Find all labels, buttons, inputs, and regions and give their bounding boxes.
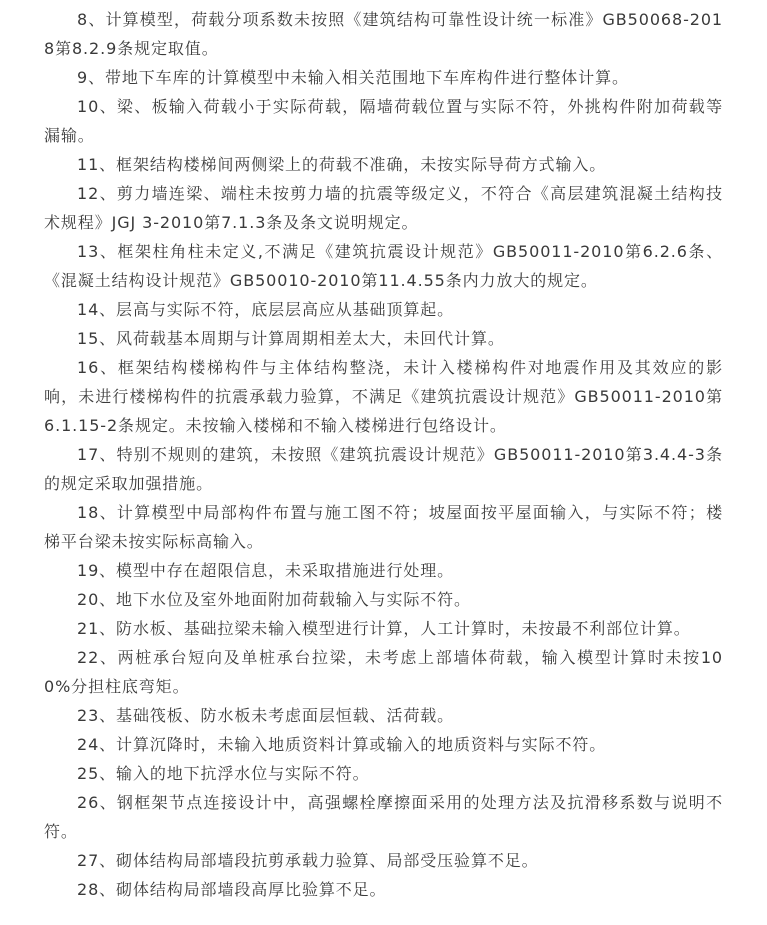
list-item: 17、特别不规则的建筑，未按照《建筑抗震设计规范》GB50011-2010第3.4.4-3条的规定采取加强措施。 [44, 445, 723, 493]
list-item: 21、防水板、基础拉梁未输入模型进行计算，人工计算时，未按最不利部位计算。 [77, 619, 691, 638]
list-item: 18、计算模型中局部构件布置与施工图不符；坡屋面按平屋面输入，与实际不符；楼梯平台梁未按实际标高输入。 [44, 503, 723, 551]
list-item: 11、框架结构楼梯间两侧梁上的荷载不准确，未按实际导荷方式输入。 [77, 155, 607, 174]
list-item: 10、梁、板输入荷载小于实际荷载，隔墙荷载位置与实际不符，外挑构件附加荷载等漏输。 [44, 97, 723, 145]
list-item: 28、砌体结构局部墙段高厚比验算不足。 [77, 880, 387, 899]
list-item: 27、砌体结构局部墙段抗剪承载力验算、局部受压验算不足。 [77, 851, 539, 870]
list-item: 24、计算沉降时，未输入地质资料计算或输入的地质资料与实际不符。 [77, 735, 607, 754]
list-item: 14、层高与实际不符，底层层高应从基础顶算起。 [77, 300, 455, 319]
list-item: 16、框架结构楼梯构件与主体结构整浇，未计入楼梯构件对地震作用及其效应的影响，未进行楼梯构件的抗震承载力验算，不满足《建筑抗震设计规范》GB50011-2010第6.1.15-2条规定。未按输入楼梯和不输入楼梯进行包络设计。 [44, 358, 723, 435]
list-item: 19、模型中存在超限信息，未采取措施进行处理。 [77, 561, 455, 580]
list-item: 15、风荷载基本周期与计算周期相差太大，未回代计算。 [77, 329, 505, 348]
list-item: 25、输入的地下抗浮水位与实际不符。 [77, 764, 370, 783]
list-item: 8、计算模型，荷载分项系数未按照《建筑结构可靠性设计统一标准》GB50068-2018第8.2.9条规定取值。 [44, 10, 723, 58]
list-item: 9、带地下车库的计算模型中未输入相关范围地下车库构件进行整体计算。 [77, 68, 629, 87]
list-item: 23、基础筏板、防水板未考虑面层恒载、活荷载。 [77, 706, 455, 725]
list-item: 13、框架柱角柱未定义,不满足《建筑抗震设计规范》GB50011-2010第6.2.6条、《混凝土结构设计规范》GB50010-2010第11.4.55条内力放大的规定。 [44, 242, 723, 290]
list-item: 26、钢框架节点连接设计中，高强螺栓摩擦面采用的处理方法及抗滑移系数与说明不符。 [44, 793, 723, 841]
list-item: 12、剪力墙连梁、端柱未按剪力墙的抗震等级定义，不符合《高层建筑混凝土结构技术规程》JGJ 3-2010第7.1.3条及条文说明规定。 [44, 184, 723, 232]
list-item: 20、地下水位及室外地面附加荷载输入与实际不符。 [77, 590, 471, 609]
list-item: 22、两桩承台短向及单桩承台拉梁，未考虑上部墙体荷载，输入模型计算时未按100%分担柱底弯矩。 [44, 648, 723, 696]
